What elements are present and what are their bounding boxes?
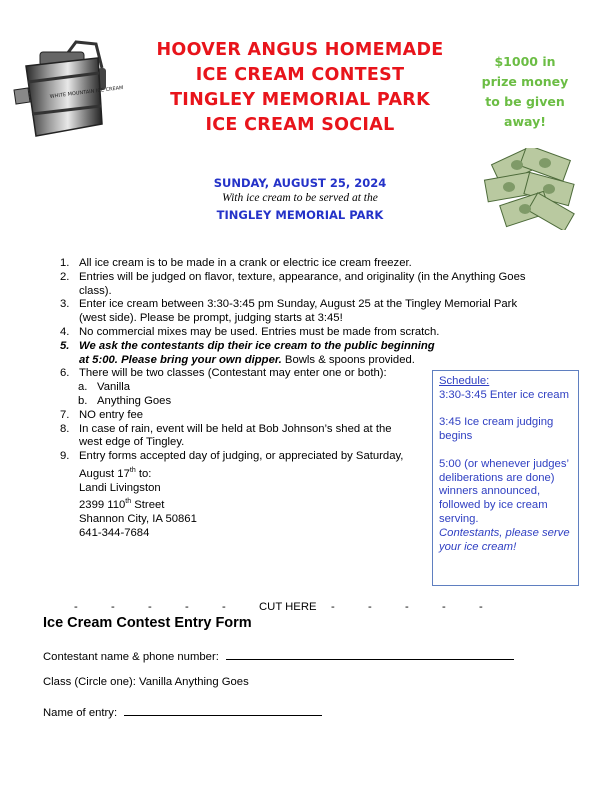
entry-form-title: Ice Cream Contest Entry Form (43, 615, 252, 631)
title-line-1: HOOVER ANGUS HOMEMADE (156, 40, 444, 60)
rule-5: 5. We ask the contestants dip their ice cream to the public beginning at 5:00. Please bring your own dipper. Bowls & spoons provided. (60, 339, 435, 366)
ice-cream-freezer-image (6, 28, 124, 144)
rule-8: 8. In case of rain, event will be held at Bob Johnson’s shed at the west edge of Tingley. (60, 422, 392, 449)
schedule-item-3: 5:00 (or whenever judges’ deliberations are done) winners announced, followed by ice cream serving. (439, 457, 569, 525)
class-row (43, 676, 249, 688)
rule-3: 3. Enter ice cream between 3:30-3:45 pm Sunday, August 25 at the Tingley Memorial Park (west side). Please be prompt, judging starts at 3:45! (60, 298, 518, 325)
contestant-name-label: Contestant name & phone number: (43, 651, 219, 663)
address-city: Shannon City, IA 50861 (79, 512, 197, 525)
rule-6a: a. Vanilla (78, 381, 131, 394)
entry-name-label: Name of entry: (43, 707, 118, 719)
address-street: 2399 110th Street (79, 498, 165, 512)
prize-line-1: $1000 in (494, 54, 556, 69)
title-line-2: ICE CREAM CONTEST (195, 65, 405, 85)
served-note: With ice cream to be served at the (222, 192, 378, 204)
contestant-name-field[interactable] (226, 649, 514, 660)
title-line-4: ICE CREAM SOCIAL (205, 115, 395, 135)
schedule-item-2: 3:45 Ice cream judging begins (439, 416, 554, 443)
rule-4: 4. No commercial mixes may be used. Entries must be made from scratch. (60, 325, 440, 338)
address-phone: 641-344-7684 (79, 526, 150, 539)
rule-6: 6. There will be two classes (Contestant may enter one or both): (60, 367, 387, 380)
schedule-heading: Schedule: (439, 375, 490, 387)
rule-9: 9. Entry forms accepted day of judging, or appreciated by Saturday, August 17th to: Landi Livingston 2399 110th Street Shannon City, IA 50861 641-344-7684 (60, 450, 424, 540)
prize-line-3: to be given (485, 94, 565, 109)
schedule-item-1: 3:30-3:45 Enter ice cream (439, 388, 569, 401)
prize-line-2: prize money (481, 74, 569, 89)
address-name: Landi Livingston (79, 481, 161, 494)
class-label: Class (Circle one): Vanilla Anything Goes (43, 676, 249, 688)
contestant-name-row (43, 649, 514, 663)
rule-2: 2. Entries will be judged on flavor, texture, appearance, and originality (in the Anything Goes class). (60, 270, 526, 297)
title-line-3: TINGLEY MEMORIAL PARK (170, 90, 430, 110)
cut-line: - - - - - CUT HERE - - - - - (74, 601, 483, 613)
rule-1: 1. All ice cream is to be made in a crank or electric ice cream freezer. (60, 257, 412, 269)
money-image (476, 148, 580, 230)
prize-line-4: away! (504, 114, 546, 129)
prize-money-note (472, 52, 578, 132)
schedule-item-4: Contestants, please serve your ice cream! (439, 526, 570, 553)
rule-7: 7. NO entry fee (60, 408, 144, 421)
contest-title (140, 38, 460, 138)
entry-name-field[interactable] (124, 705, 322, 716)
event-date: SUNDAY, AUGUST 25, 2024 (213, 176, 387, 190)
event-venue: TINGLEY MEMORIAL PARK (216, 208, 384, 222)
schedule-box (432, 370, 579, 586)
freezer-label: WHITE MOUNTAIN ICE CREAM (49, 84, 124, 100)
rule-6b: b. Anything Goes (78, 394, 172, 407)
cut-here-label: CUT HERE (259, 601, 317, 613)
entry-name-row (43, 705, 322, 719)
